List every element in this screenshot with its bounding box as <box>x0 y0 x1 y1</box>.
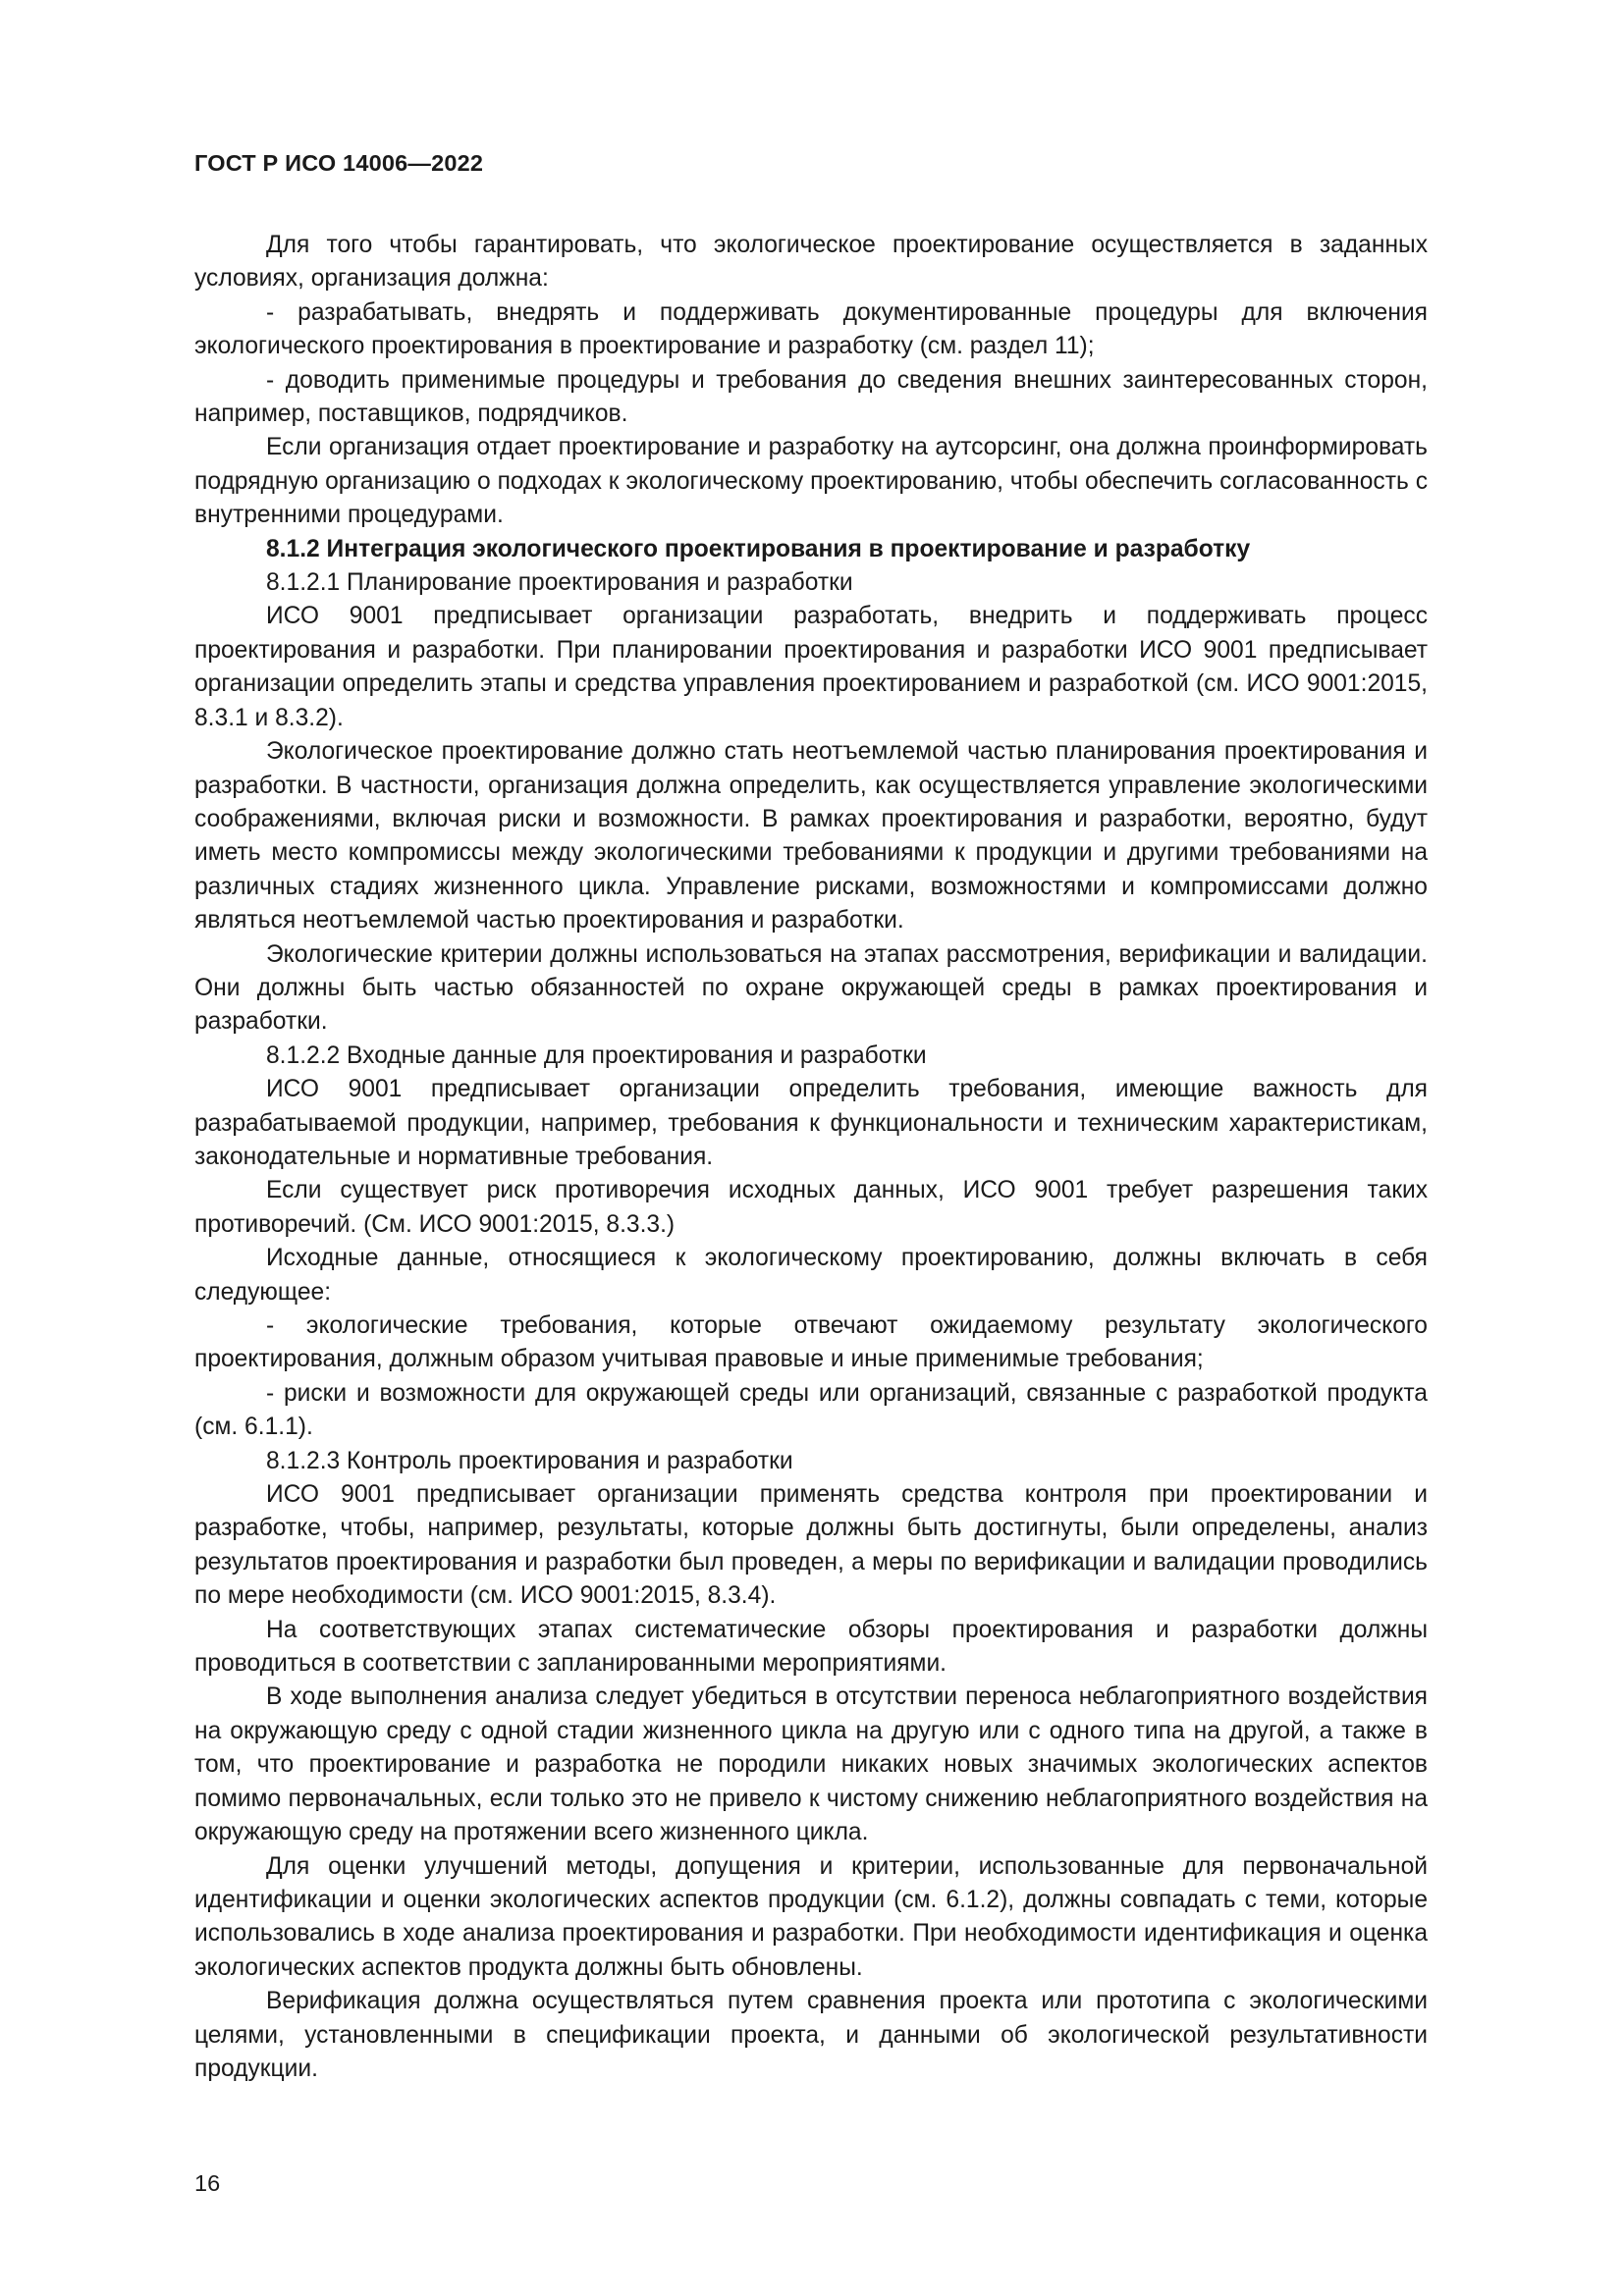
list-item: - разрабатывать, внедрять и поддерживать документированные процедуры для включения экологического проектирования в проектирование и разработку (см. раздел 11); <box>194 298 1428 360</box>
page-number: 16 <box>194 2170 221 2196</box>
subsection-heading: 8.1.2.3 Контроль проектирования и разработки <box>266 1447 793 1474</box>
document-header: ГОСТ Р ИСО 14006—2022 <box>194 150 484 176</box>
paragraph: Для оценки улучшений методы, допущения и критерии, использованные для первоначальной идентификации и оценки экологических аспектов продукции (см. 6.1.2), должны совпадать с теми, которые использовались в ходе анализа проектирования и разработки. При необходимости идентификация и оценка экологических аспектов продукта должны быть обновлены. <box>194 1852 1428 1981</box>
paragraph: Верификация должна осуществляться путем сравнения проекта или прототипа с экологическими целями, установленными в спецификации проекта, и данными об экологической результативности продукции. <box>194 1988 1428 2082</box>
paragraph: Исходные данные, относящиеся к экологическому проектированию, должны включать в себя следующее: <box>194 1245 1428 1306</box>
list-item: - доводить применимые процедуры и требования до сведения внешних заинтересованных сторон, например, поставщиков, подрядчиков. <box>194 366 1428 428</box>
list-item: - риски и возможности для окружающей среды или организаций, связанные с разработкой продукта (см. 6.1.1). <box>194 1379 1428 1441</box>
paragraph: ИСО 9001 предписывает организации разработать, внедрить и поддерживать процесс проектирования и разработки. При планировании проектирования и разработки ИСО 9001 предписывает организации определить этапы и средства управления проектированием и разработкой (см. ИСО 9001:2015, 8.3.1 и 8.3.2). <box>194 603 1428 731</box>
list-item: - экологические требования, которые отвечают ожидаемому результату экологического проектирования, должным образом учитывая правовые и иные применимые требования; <box>194 1312 1428 1373</box>
subsection-heading: 8.1.2.1 Планирование проектирования и разработки <box>266 569 853 597</box>
paragraph: Если организация отдает проектирование и разработку на аутсорсинг, она должна проинформировать подрядную организацию о подходах к экологическому проектированию, чтобы обеспечить согласованность с внутренними процедурами. <box>194 434 1428 529</box>
paragraph: ИСО 9001 предписывает организации определить требования, имеющие важность для разрабатываемой продукции, например, требования к функциональности и техническим характеристикам, законодательные и нормативные требования. <box>194 1076 1428 1170</box>
paragraph: Экологические критерии должны использоваться на этапах рассмотрения, верификации и валидации. Они должны быть частью обязанностей по охране окружающей среды в рамках проектирования и разработки. <box>194 940 1428 1036</box>
paragraph: Для того чтобы гарантировать, что экологическое проектирование осуществляется в заданных условиях, организация должна: <box>194 232 1428 293</box>
paragraph: На соответствующих этапах систематические обзоры проектирования и разработки должны проводиться в соответствии с запланированными мероприятиями. <box>194 1616 1428 1678</box>
paragraph: В ходе выполнения анализа следует убедиться в отсутствии переноса неблагоприятного воздействия на окружающую среду с одной стадии жизненного цикла на другую или с одного типа на другой, а также в том, что проектирование и разработка не породили никаких новых значимых экологических аспектов помимо первоначальных, если только это не привело к чистому снижению неблагоприятного воздействия на окружающую среду на протяжении всего жизненного цикла. <box>194 1683 1428 1846</box>
paragraph: Экологическое проектирование должно стать неотъемлемой частью планирования проектирования и разработки. В частности, организация должна определить, как осуществляется управление экологическими соображениями, включая риски и возможности. В рамках проектирования и разработки, вероятно, будут иметь место компромиссы между экологическими требованиями к продукции и другими требованиями на различных стадиях жизненного цикла. Управление рисками, возможностями и компромиссами должно являться неотъемлемой частью проектирования и разработки. <box>194 738 1428 934</box>
section-heading: 8.1.2 Интеграция экологического проектирования в проектирование и разработку <box>266 535 1251 562</box>
paragraph: Если существует риск противоречия исходных данных, ИСО 9001 требует разрешения таких противоречий. (См. ИСО 9001:2015, 8.3.3.) <box>194 1177 1428 1238</box>
paragraph: ИСО 9001 предписывает организации применять средства контроля при проектировании и разработке, чтобы, например, результаты, которые должны быть достигнуты, были определены, анализ результатов проектирования и разработки был проведен, а меры по верификации и валидации проводились по мере необходимости (см. ИСО 9001:2015, 8.3.4). <box>194 1481 1428 1610</box>
subsection-heading: 8.1.2.2 Входные данные для проектирования и разработки <box>266 1041 927 1069</box>
document-body <box>194 229 1428 2086</box>
